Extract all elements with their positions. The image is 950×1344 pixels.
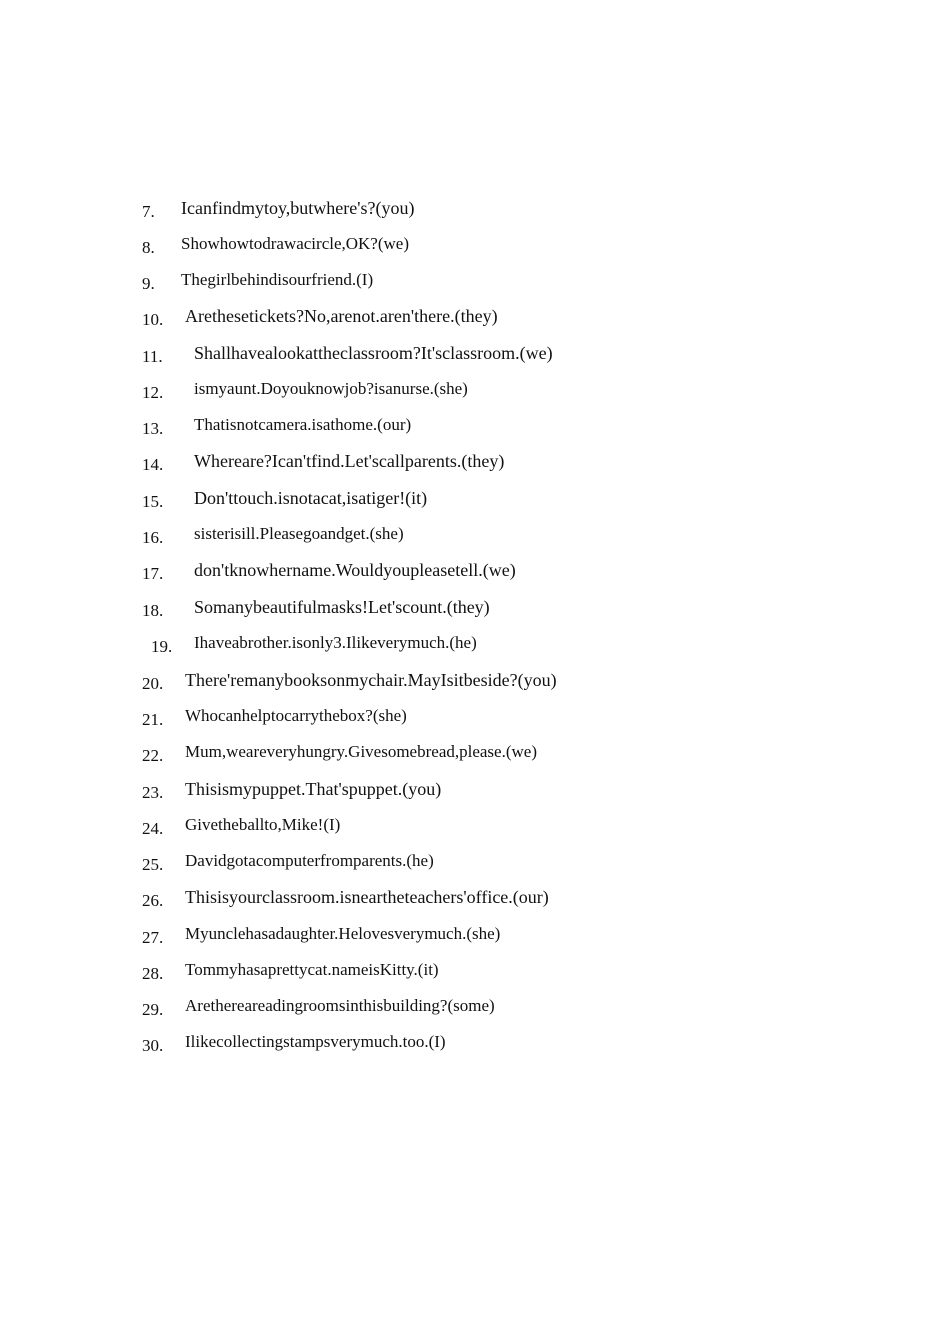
list-item	[0, 488, 950, 518]
item-number: 11.	[142, 347, 163, 366]
list-item	[0, 887, 950, 917]
item-text: Ihaveabrother.isonly3.Ilikeverymuch.(he)	[194, 633, 477, 652]
item-text: Arethereareadingroomsinthisbuilding?(some)	[185, 996, 495, 1015]
list-item	[0, 1032, 950, 1062]
list-item	[0, 198, 950, 228]
list-item	[0, 306, 950, 336]
item-text: Mum,weareveryhungry.Givesomebread,please.(we)	[185, 742, 537, 761]
item-number: 19.	[151, 637, 173, 656]
item-text: Myunclehasadaughter.Helovesverymuch.(she)	[185, 924, 501, 943]
list-item	[0, 597, 950, 627]
item-number: 28.	[142, 964, 164, 983]
list-item	[0, 415, 950, 445]
item-text: There'remanybooksonmychair.MayIsitbeside?(you)	[185, 670, 557, 690]
list-item	[0, 779, 950, 809]
item-number: 17.	[142, 564, 164, 583]
item-text: Thatisnotcamera.isathome.(our)	[194, 415, 412, 434]
item-number: 10.	[142, 310, 164, 329]
list-item	[0, 924, 950, 954]
list-item	[0, 742, 950, 772]
item-number: 27.	[142, 928, 164, 947]
list-item	[0, 270, 950, 300]
list-item	[0, 706, 950, 736]
list-item	[0, 670, 950, 700]
item-text: ismyaunt.Doyouknowjob?isanurse.(she)	[194, 379, 468, 398]
item-text: Whocanhelptocarrythebox?(she)	[185, 706, 407, 725]
item-text: Ilikecollectingstampsverymuch.too.(I)	[185, 1032, 446, 1051]
item-text: Thegirlbehindisourfriend.(I)	[181, 270, 374, 289]
item-number: 13.	[142, 419, 164, 438]
item-number: 15.	[142, 492, 164, 511]
list-item	[0, 996, 950, 1026]
item-number: 29.	[142, 1000, 164, 1019]
item-text: Showhowtodrawacircle,OK?(we)	[181, 234, 409, 253]
list-item	[0, 560, 950, 590]
item-number: 26.	[142, 891, 164, 910]
item-number: 30.	[142, 1036, 164, 1055]
item-number: 25.	[142, 855, 164, 874]
item-text: Shallhavealookattheclassroom?It'sclassroom.(we)	[194, 343, 553, 363]
item-text: Thisisyourclassroom.isneartheteachers'office.(our)	[185, 887, 549, 907]
item-number: 7.	[142, 202, 155, 221]
item-text: Don'ttouch.isnotacat,isatiger!(it)	[194, 488, 428, 508]
list-item	[0, 234, 950, 264]
list-item	[0, 343, 950, 373]
item-text: Davidgotacomputerfromparents.(he)	[185, 851, 434, 870]
item-number: 18.	[142, 601, 164, 620]
list-item	[0, 451, 950, 481]
list-item	[0, 960, 950, 990]
item-text: Givetheballto,Mike!(I)	[185, 815, 341, 834]
list-item	[0, 815, 950, 845]
list-item	[0, 633, 950, 663]
item-number: 9.	[142, 274, 155, 293]
item-number: 14.	[142, 455, 164, 474]
list-item	[0, 524, 950, 554]
item-number: 20.	[142, 674, 164, 693]
item-number: 24.	[142, 819, 164, 838]
item-text: Icanfindmytoy,butwhere's?(you)	[181, 198, 415, 218]
item-text: don'tknowhername.Wouldyoupleasetell.(we)	[194, 560, 516, 580]
item-number: 16.	[142, 528, 164, 547]
list-item	[0, 379, 950, 409]
item-text: Somanybeautifulmasks!Let'scount.(they)	[194, 597, 490, 617]
item-text: Arethesetickets?No,arenot.aren'there.(they)	[185, 306, 498, 326]
list-item	[0, 851, 950, 881]
item-number: 23.	[142, 783, 164, 802]
item-text: Thisismypuppet.That'spuppet.(you)	[185, 779, 442, 799]
item-number: 8.	[142, 238, 155, 257]
item-number: 22.	[142, 746, 164, 765]
item-number: 12.	[142, 383, 164, 402]
item-text: Whereare?Ican'tfind.Let'scallparents.(they)	[194, 451, 505, 471]
item-number: 21.	[142, 710, 164, 729]
item-text: sisterisill.Pleasegoandget.(she)	[194, 524, 404, 543]
item-text: Tommyhasaprettycat.nameisKitty.(it)	[185, 960, 439, 979]
